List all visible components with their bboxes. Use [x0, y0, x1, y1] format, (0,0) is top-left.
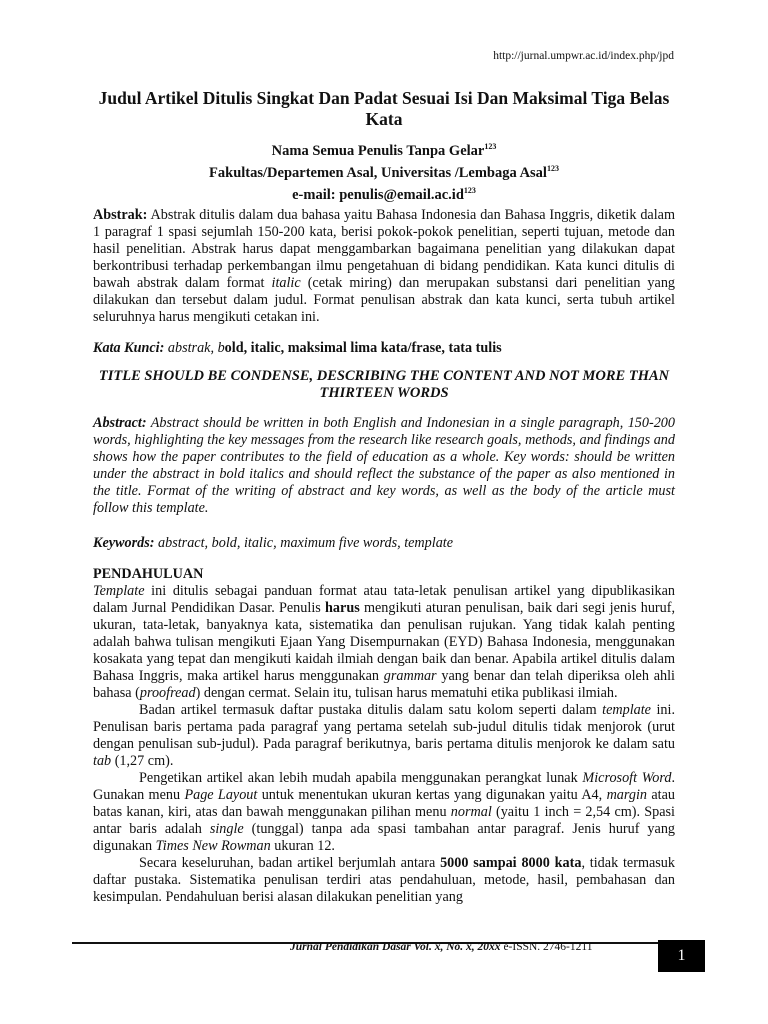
keywords-english: Keywords: abstract, bold, italic, maximum five words, template [93, 535, 454, 551]
abstract-english: Abstract: Abstract should be written in both English and Indonesian in a single paragraph, 150-200 words, highlighting the key messages from the research like research goals, methods, and findings and shows how the paper contributes to the field of education as a whole. Key words: should be written under the abstract in bold italics and should reflect the substance of the paper as also mentioned in the title. Format of the writing of abstract and key words, as well as the body of the article must follow this template. [93, 415, 675, 516]
english-title: TITLE SHOULD BE CONDENSE, DESCRIBING THE CONTENT AND NOT MORE THAN THIRTEEN WORDS [98, 368, 670, 401]
author-email: e-mail: $penulis@email.ac.id^{123}$ [292, 185, 476, 203]
journal-url[interactable]: http://jurnal.umpwr.ac.id/index.php/jpd [493, 50, 674, 62]
author-block [80, 138, 688, 203]
paragraph-3: Pengetikan artikel akan lebih mudah apabila menggunakan perangkat lunak Microsoft Word. Gunakan menu Page Layout untuk menentukan ukuran kertas yang digunakan yaitu A4, margin atau batas kanan, kiri, atas dan bawah menggunakan pilihan menu normal (yaitu 1 inch = 2,54 cm). Spasi antar baris adalah single (tunggal) tanpa ada spasi tambahan antar paragraf. Jenis huruf yang digunakan Times New Rowman ukuran 12. [93, 770, 676, 854]
abstract-en-label: Abstract: [93, 415, 147, 431]
paragraph-1: Template ini ditulis sebagai panduan format atau tata-letak penulisan artikel yang dipublikasikan dalam Jurnal Pendidikan Dasar. Penulis harus mengikuti aturan penulisan, baik dari segi jenis huruf, ukuran, tata-letak, banyaknya kata, sistematika dan penulisan rujukan. Yang tidak kalah penting adalah bahwa tulisan mengikuti Ejaan Yang Disempurnakan (EYD) Bahasa Indonesia, menggunakan kosakata yang tepat dan mengikuti kaidah ilmiah dengan baik dan benar. Apabila artikel ditulis dalam Bahasa Inggris, maka artikel harus menggunakan grammar yang benar dan telah diperiksa oleh ahli bahasa (proofread) dengan cermat. Selain itu, tulisan harus mematuhi etika publikasi ilmiah. [93, 583, 676, 701]
keywords-indonesian: Kata Kunci: abstrak, bold, italic, maksimal lima kata/frase, tata tulis [93, 340, 502, 356]
page-number: 1 [658, 940, 705, 972]
article-title: Judul Artikel Ditulis Singkat Dan Padat Sesuai Isi Dan Maksimal Tiga Belas Kata [98, 88, 670, 129]
abstract-label: Abstrak: [93, 207, 148, 223]
abstract-indonesian: Abstrak: Abstrak ditulis dalam dua bahasa yaitu Bahasa Indonesia dan Bahasa Inggris, diketik dalam 1 paragraf 1 spasi sejumlah 150-200 kata, berisi pokok-pokok penelitian, seperti tujuan, metode dan hasil penelitian. Abstrak harus dapat menggambarkan bagaimana penelitian yang dilakukan dapat berkontribusi terhadap perkembangan ilmu pengetahuan di bidang pendidikan. Kata kunci ditulis di bawah abstrak dalam format italic (cetak miring) dan merupakan substansi dari penelitian yang dilakukan dan tersebut dalam judul. Format penulisan abstrak dan kata kunci, serta tubuh artikel seluruhnya harus mengikuti cetakan ini. [93, 207, 676, 325]
footer-journal-info: Jurnal Pendidikan Dasar Vol. x, No. x, 20xx e-ISSN. 2746-1211 [290, 941, 593, 953]
author-affiliation: Fakultas/Departemen Asal, Universitas /Lembaga Asal$^{123}$ [209, 163, 559, 181]
paragraph-2: Badan artikel termasuk daftar pustaka ditulis dalam satu kolom seperti dalam template ini. Penulisan baris pertama pada paragraf yang pertama setelah sub-judul ditulis tidak menjorok (urut dengan penulisan sub-judul). Pada paragraf berikutnya, baris pertama ditulis menjorok ke dalam satu tab (1,27 cm). [93, 702, 676, 769]
paragraph-4: Secara keseluruhan, badan artikel berjumlah antara 5000 sampai 8000 kata, tidak termasuk daftar pustaka. Sistematika penulisan terdiri atas pendahuluan, metode, hasil, pembahasan dan kesimpulan. Pendahuluan berisi alasan dilakukan penelitian yang [93, 855, 675, 905]
section-heading: PENDAHULUAN [93, 566, 204, 582]
section-pendahuluan [93, 566, 675, 906]
author-names: Nama Semua Penulis Tanpa Gelar$^{123}$ [271, 142, 497, 159]
